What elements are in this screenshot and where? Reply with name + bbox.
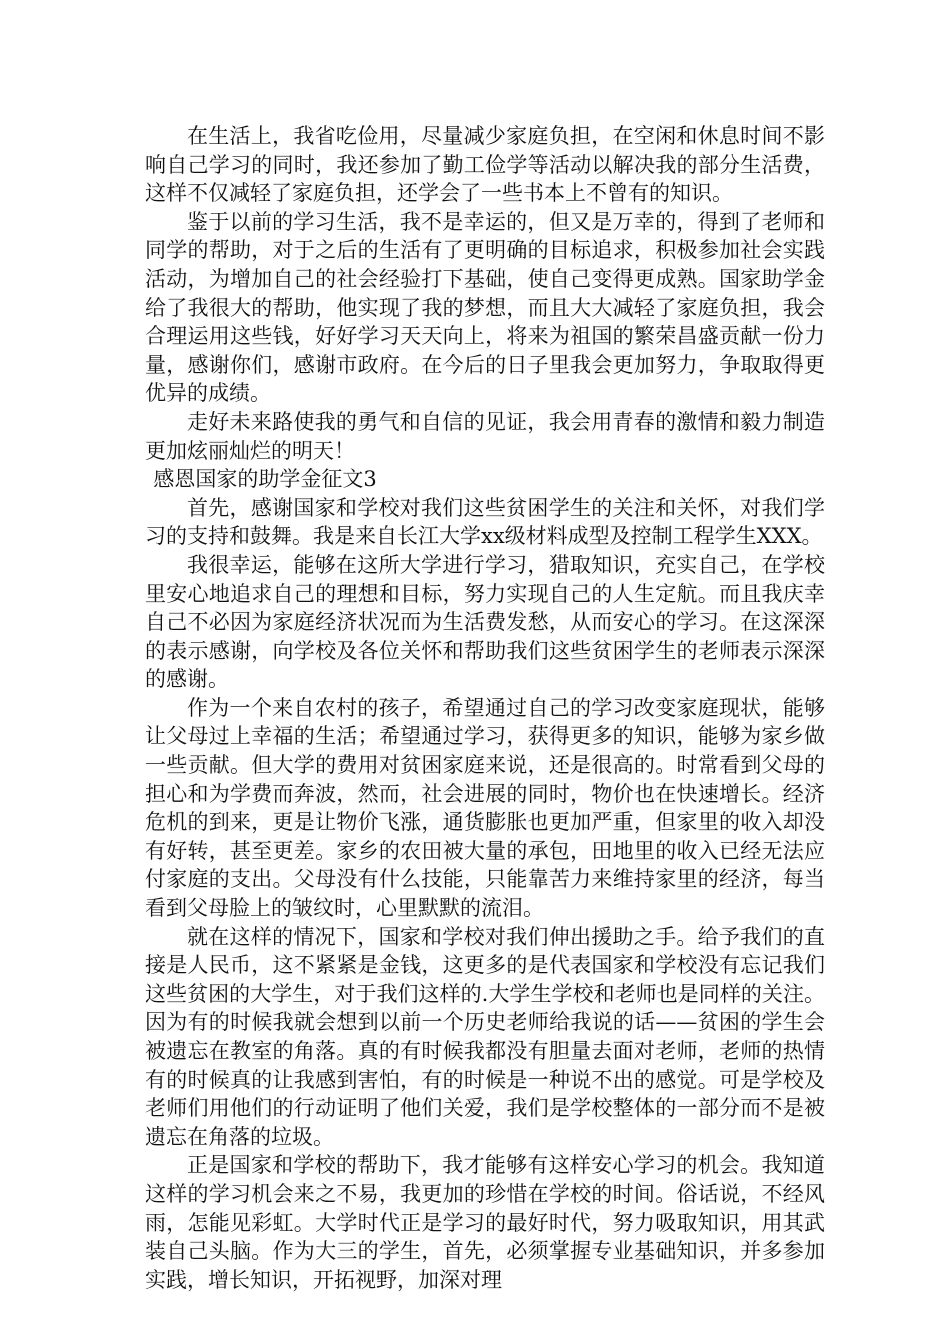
paragraph-future-path: 走好未来路使我的勇气和自信的见证，我会用青春的激情和毅力制造更加炫丽灿烂的明天！ xyxy=(145,409,825,463)
paragraph-rural-child: 作为一个来自农村的孩子，希望通过自己的学习改变家庭现状，能够让父母过上幸福的生活；希望通过学习，获得更多的知识，能够为家乡做一些贡献。但大学的费用对贫困家庭来说，还是很高的。时常看到父母的担心和为学费而奔波，然而，社会进展的同时，物价也在快速增长。经济危机的到来，更是让物价飞涨，通货膨胀也更加严重，但家里的收入却没有好转，甚至更差。家乡的农田被大量的承包，田地里的收入已经无法应付家庭的支出。父母没有什么技能，只能靠苦力来维持家里的经济，每当看到父母脸上的皱纹时，心里默默的流泪。 xyxy=(145,695,825,921)
paragraph-fortunate-study: 我很幸运，能够在这所大学进行学习，猎取知识，充实自己，在学校里安心地追求自己的理想和目标，努力实现自己的人生定航。而且我庆幸自己不必因为家庭经济状况而为生活费发愁，从而安心的学习。在这深深的表示感谢，向学校及各位关怀和帮助我们这些贫困学生的老师表示深深的感谢。 xyxy=(145,552,825,692)
paragraph-gratitude-help: 鉴于以前的学习生活，我不是幸运的，但又是万幸的，得到了老师和同学的帮助，对于之后的生活有了更明确的目标追求，积极参加社会实践活动，为增加自己的社会经验打下基础，使自己变得更成熟。国家助学金给了我很大的帮助，他实现了我的梦想，而且大大减轻了家庭负担，我会合理运用这些钱，好好学习天天向上，将来为祖国的繁荣昌盛贡献一份力量，感谢你们，感谢市政府。在今后的日子里我会更加努力，争取取得更优异的成绩。 xyxy=(145,209,825,406)
paragraph-frugal-living: 在生活上，我省吃俭用，尽量减少家庭负担，在空闲和休息时间不影响自己学习的同时，我还参加了勤工俭学等活动以解决我的部分生活费，这样不仅减轻了家庭负担，还学会了一些书本上不曾有的知识。 xyxy=(145,124,825,206)
paragraph-helping-hand: 就在这样的情况下，国家和学校对我们伸出援助之手。给予我们的直接是人民币，这不紧紧是金钱，这更多的是代表国家和学校没有忘记我们这些贫困的大学生，对于我们这样的.大学生学校和老师也是同样的关注。因为有的时候我就会想到以前一个历史老师给我说的话——贫困的学生会被遗忘在教室的角落。真的有时候我都没有胆量去面对老师，老师的热情有的时候真的让我感到害怕，有的时候是一种说不出的感觉。可是学校及老师们用他们的行动证明了他们关爱，我们是学校整体的一部分而不是被遗忘在角落的垃圾。 xyxy=(145,924,825,1149)
paragraph-study-opportunity: 正是国家和学校的帮助下，我才能够有这样安心学习的机会。我知道这样的学习机会来之不易，我更加的珍惜在学校的时间。俗话说，不经风雨，怎能见彩虹。大学时代正是学习的最好时代，努力吸取知识，用其武装自己头脑。作为大三的学生，首先，必须掌握专业基础知识，并多参加实践，增长知识，开拓视野，加深对理 xyxy=(145,1153,825,1292)
paragraph-thanks-intro: 首先，感谢国家和学校对我们这些贫困学生的关注和关怀，对我们学习的支持和鼓舞。我是来自长江大学xx级材料成型及控制工程学生XXX。 xyxy=(145,495,825,549)
document-page xyxy=(145,122,825,1294)
section-title: 感恩国家的助学金征文3 xyxy=(153,467,377,492)
